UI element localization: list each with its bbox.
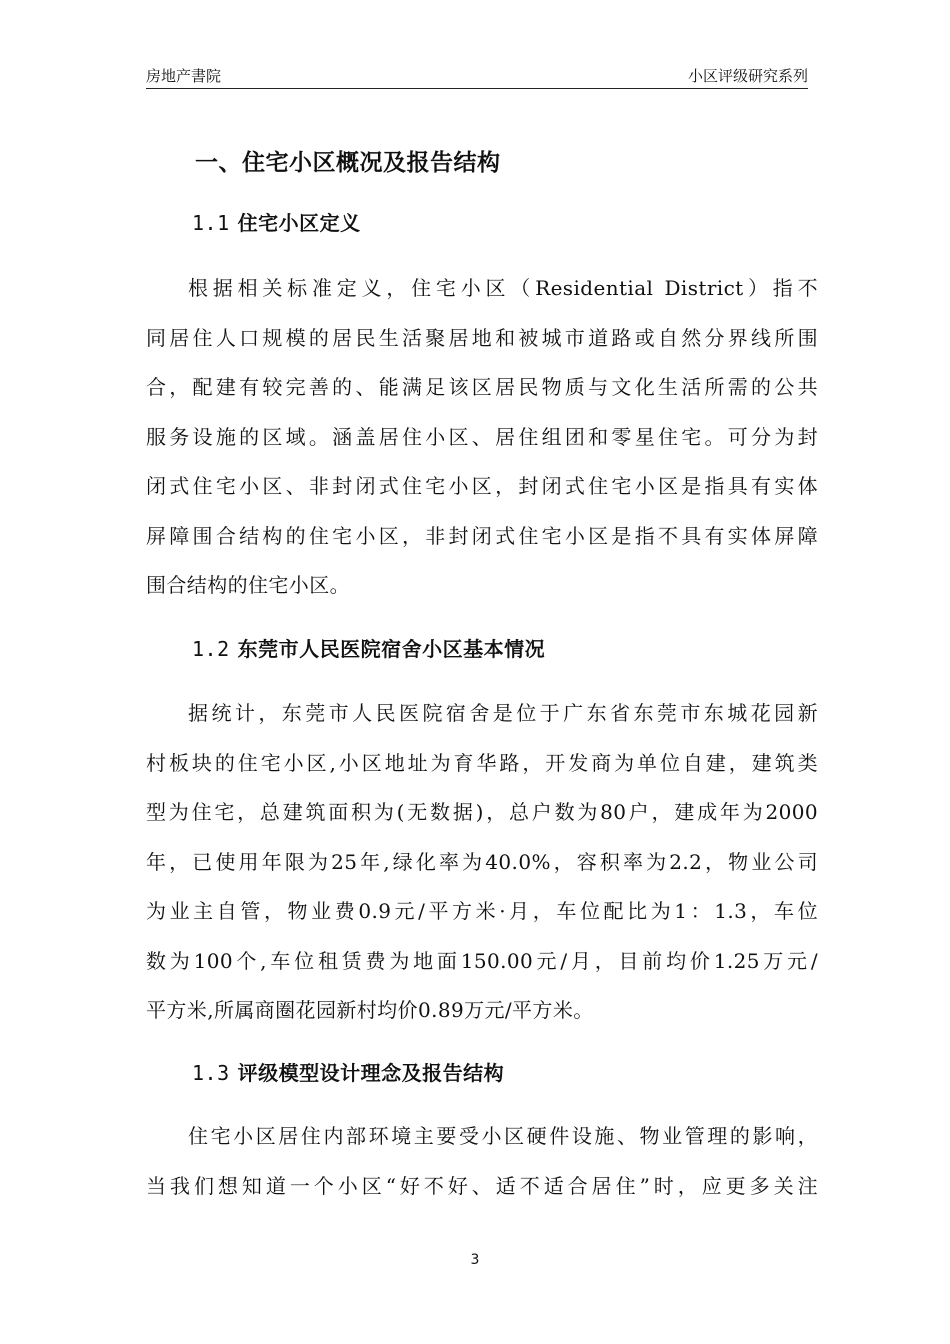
subsection-number: 1.2 (192, 637, 230, 661)
paragraph-line: 据统计，东莞市人民医院宿舍是位于广东省东莞市东城花园新 (188, 701, 818, 725)
paragraph-line: 村板块的住宅小区,小区地址为育华路，开发商为单位自建，建筑类 (146, 750, 818, 775)
paragraph-line: 当我们想知道一个小区“好不好、适不适合居住”时，应更多关注 (146, 1173, 818, 1198)
subsection-heading-1-1 (192, 206, 361, 240)
header-publisher: 房地产書院 (146, 67, 222, 85)
paragraph-line: 屏障围合结构的住宅小区，非封闭式住宅小区是指不具有实体屏障 (146, 523, 818, 548)
paragraph-definition (146, 264, 818, 611)
page-header (146, 66, 808, 88)
paragraph-line: 为业主自管，物业费0.9元/平方米·月，车位配比为1：1.3，车位 (146, 899, 818, 923)
paragraph-line: 平方米,所属商圈花园新村均价0.89万元/平方米。 (146, 998, 594, 1022)
subsection-title: 评级模型设计理念及报告结构 (237, 1061, 505, 1085)
subsection-number: 1.1 (192, 211, 230, 235)
paragraph-line: 型为住宅，总建筑面积为(无数据)，总户数为80户，建成年为2000 (146, 800, 818, 824)
subsection-title: 东莞市人民医院宿舍小区基本情况 (237, 637, 546, 661)
paragraph-line: 合，配建有较完善的、能满足该区居民物质与文化生活所需的公共 (146, 375, 818, 399)
subsection-number: 1.3 (192, 1061, 230, 1085)
page-number: 3 (470, 1252, 480, 1268)
paragraph-basic-info (146, 689, 818, 1036)
subsection-heading-1-2 (192, 632, 545, 666)
paragraph-line: 围合结构的住宅小区。 (146, 573, 350, 597)
paragraph-line: 服务设施的区域。涵盖居住小区、居住组团和零星住宅。可分为封 (146, 424, 818, 449)
subsection-title: 住宅小区定义 (237, 211, 361, 235)
paragraph-model-design (146, 1112, 818, 1211)
subsection-heading-1-3 (192, 1056, 504, 1090)
paragraph-line: 同居住人口规模的居民生活聚居地和被城市道路或自然分界线所围 (146, 325, 818, 350)
paragraph-line: 根据相关标准定义，住宅小区（Residential District）指不 (188, 276, 818, 300)
header-series-title: 小区评级研究系列 (687, 67, 808, 85)
paragraph-line: 住宅小区居住内部环境主要受小区硬件设施、物业管理的影响， (188, 1124, 818, 1148)
paragraph-line: 年，已使用年限为25年,绿化率为40.0%，容积率为2.2，物业公司 (146, 849, 818, 874)
header-divider (146, 88, 808, 89)
paragraph-line: 数为100个,车位租赁费为地面150.00元/月，目前均价1.25万元/ (146, 948, 818, 973)
section-title: 一、住宅小区概况及报告结构 (195, 150, 501, 176)
paragraph-line: 闭式住宅小区、非封闭式住宅小区，封闭式住宅小区是指具有实体 (146, 474, 818, 498)
